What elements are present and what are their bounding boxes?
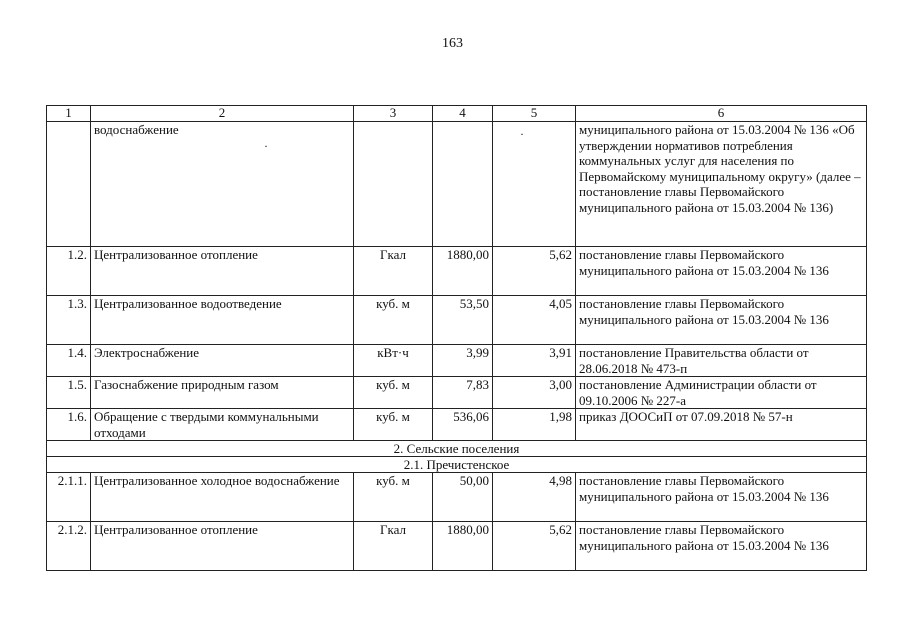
legal-basis: приказ ДООСиП от 07.09.2018 № 57-н bbox=[576, 409, 867, 441]
norm-value: 1880,00 bbox=[433, 247, 493, 296]
unit-cell bbox=[354, 122, 433, 247]
column-header: 1 bbox=[47, 106, 91, 122]
service-name bbox=[91, 122, 354, 247]
unit-cell: Гкал bbox=[354, 522, 433, 571]
subsection-row bbox=[47, 457, 867, 473]
unit-cell: куб. м bbox=[354, 409, 433, 441]
column-header: 6 bbox=[576, 106, 867, 122]
stray-dot-mark: · bbox=[520, 127, 524, 141]
section-title: 2. Сельские поселения bbox=[47, 441, 867, 457]
row-number: 2.1.2. bbox=[47, 522, 91, 571]
legal-basis: постановление Правительства области от 28.06.2018 № 473-п bbox=[576, 345, 867, 377]
legal-basis: постановление главы Первомайского муниципального района от 15.03.2004 № 136 bbox=[576, 296, 867, 345]
table-row bbox=[47, 247, 867, 296]
table-row bbox=[47, 345, 867, 377]
service-name: Централизованное водоотведение bbox=[91, 296, 354, 345]
service-name: Электроснабжение bbox=[91, 345, 354, 377]
table-row bbox=[47, 473, 867, 522]
norm-value: 53,50 bbox=[433, 296, 493, 345]
table-row bbox=[47, 522, 867, 571]
column-header: 2 bbox=[91, 106, 354, 122]
table-row bbox=[47, 296, 867, 345]
unit-cell: Гкал bbox=[354, 247, 433, 296]
column-header: 5 bbox=[493, 106, 576, 122]
norm-value: 7,83 bbox=[433, 377, 493, 409]
service-name: Централизованное холодное водоснабжение bbox=[91, 473, 354, 522]
subsection-title: 2.1. Пречистенское bbox=[47, 457, 867, 473]
rate-value: 3,91 bbox=[493, 345, 576, 377]
table-header-row bbox=[47, 106, 867, 122]
unit-cell: куб. м bbox=[354, 377, 433, 409]
unit-cell: куб. м bbox=[354, 296, 433, 345]
rate-value: 3,00 bbox=[493, 377, 576, 409]
legal-basis: постановление главы Первомайского муниципального района от 15.03.2004 № 136 bbox=[576, 473, 867, 522]
legal-basis: муниципального района от 15.03.2004 № 136 «Об утверждении нормативов потребления коммунальных услуг для населения по Первомайскому муниципальному округу» (далее – постановление главы Первомайского муниципального района от 15.03.2004 № 136) bbox=[576, 122, 867, 247]
rate-value: 4,05 bbox=[493, 296, 576, 345]
rate-value bbox=[493, 122, 576, 247]
norm-value: 50,00 bbox=[433, 473, 493, 522]
legal-basis: постановление главы Первомайского муниципального района от 15.03.2004 № 136 bbox=[576, 522, 867, 571]
service-name-text: водоснабжение bbox=[94, 122, 179, 137]
section-row bbox=[47, 441, 867, 457]
norm-value: 3,99 bbox=[433, 345, 493, 377]
norm-value: 1880,00 bbox=[433, 522, 493, 571]
row-number: 1.2. bbox=[47, 247, 91, 296]
column-header: 3 bbox=[354, 106, 433, 122]
row-number: 1.3. bbox=[47, 296, 91, 345]
rate-value: 1,98 bbox=[493, 409, 576, 441]
service-name: Обращение с твердыми коммунальными отходами bbox=[91, 409, 354, 441]
page-number: 163 bbox=[442, 36, 463, 51]
row-number: 2.1.1. bbox=[47, 473, 91, 522]
service-name: Централизованное отопление bbox=[91, 247, 354, 296]
unit-cell: кВт·ч bbox=[354, 345, 433, 377]
row-number: 1.4. bbox=[47, 345, 91, 377]
column-header: 4 bbox=[433, 106, 493, 122]
norm-value: 536,06 bbox=[433, 409, 493, 441]
table-row bbox=[47, 409, 867, 441]
table-row bbox=[47, 122, 867, 247]
service-name: Газоснабжение природным газом bbox=[91, 377, 354, 409]
rate-value: 5,62 bbox=[493, 247, 576, 296]
table-row bbox=[47, 377, 867, 409]
rate-value: 4,98 bbox=[493, 473, 576, 522]
norms-table bbox=[46, 105, 867, 571]
row-number: 1.5. bbox=[47, 377, 91, 409]
norm-value bbox=[433, 122, 493, 247]
legal-basis: постановление главы Первомайского муниципального района от 15.03.2004 № 136 bbox=[576, 247, 867, 296]
row-number bbox=[47, 122, 91, 247]
service-name: Централизованное отопление bbox=[91, 522, 354, 571]
rate-value: 5,62 bbox=[493, 522, 576, 571]
unit-cell: куб. м bbox=[354, 473, 433, 522]
row-number: 1.6. bbox=[47, 409, 91, 441]
stray-dot-mark: · bbox=[264, 138, 268, 153]
legal-basis: постановление Администрации области от 09.10.2006 № 227-а bbox=[576, 377, 867, 409]
